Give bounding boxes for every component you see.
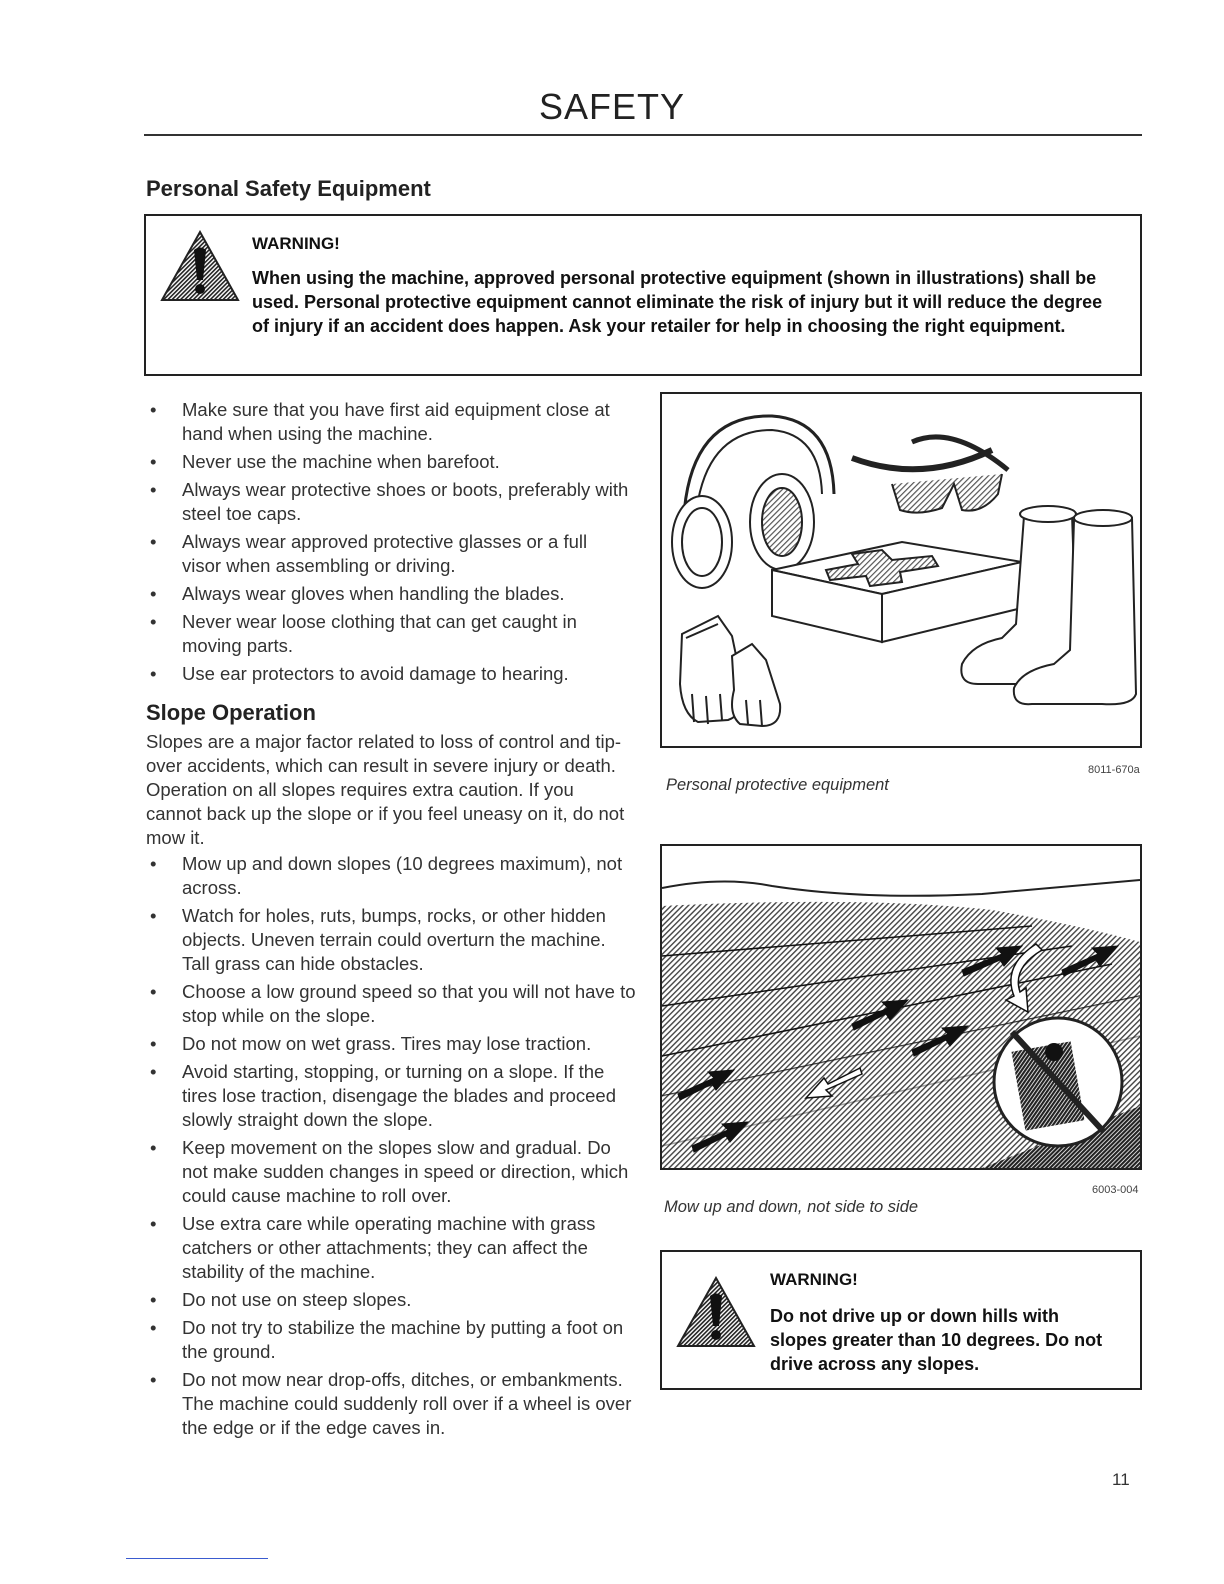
- list-item: • Make sure that you have first aid equipment close at hand when using the machine.: [146, 398, 630, 446]
- title-rule: [144, 134, 1142, 136]
- slope-intro-paragraph: Slopes are a major factor related to loss of control and tip-over accidents, which can result in severe injury or death. Operation on all slopes requires extra caution. If you cannot back up the slope or if you feel uneasy on it, do not mow it.: [146, 731, 625, 848]
- ppe-figure-caption: Personal protective equipment: [666, 776, 889, 794]
- footer-line: [126, 1558, 268, 1559]
- slope-figure-code: 6003-004: [1092, 1184, 1139, 1196]
- personal-warning-label: WARNING!: [252, 234, 340, 253]
- slope-illustration: [660, 844, 1142, 1170]
- slope-warning-text: Do not drive up or down hills with slopes greater than 10 degrees. Do not drive across any slopes.: [770, 1306, 1103, 1374]
- ppe-illustration: [660, 392, 1142, 748]
- list-item: • Use extra care while operating machine with grass catchers or other attachments; they can affect the stability of the machine.: [146, 1212, 636, 1284]
- slope-warning-label: WARNING!: [770, 1270, 858, 1289]
- gloves-icon: [680, 616, 780, 726]
- list-item: • Keep movement on the slopes slow and gradual. Do not make sudden changes in speed or direction, which could cause machine to roll over.: [146, 1136, 636, 1208]
- first-aid-kit-icon: [772, 542, 1022, 642]
- list-item: • Always wear gloves when handling the blades.: [146, 582, 630, 606]
- list-item: • Never wear loose clothing that can get caught in moving parts.: [146, 610, 630, 658]
- slope-warning-box: [660, 1250, 1142, 1390]
- slope-bullet-list: [146, 852, 636, 1444]
- personal-warning-box: [144, 214, 1142, 376]
- list-item: • Do not use on steep slopes.: [146, 1288, 636, 1312]
- personal-safety-heading: Personal Safety Equipment: [146, 176, 431, 201]
- slope-operation-heading: Slope Operation: [146, 700, 316, 725]
- list-item: • Mow up and down slopes (10 degrees maximum), not across.: [146, 852, 636, 900]
- warning-triangle-icon: [676, 1276, 756, 1348]
- list-item: • Always wear approved protective glasses or a full visor when assembling or driving.: [146, 530, 630, 578]
- list-item: • Use ear protectors to avoid damage to hearing.: [146, 662, 630, 686]
- warning-triangle-icon: [160, 230, 240, 302]
- page-number: 11: [1112, 1470, 1130, 1489]
- list-item: • Do not mow on wet grass. Tires may lose traction.: [146, 1032, 636, 1056]
- list-item: • Watch for holes, ruts, bumps, rocks, or other hidden objects. Uneven terrain could overturn the machine. Tall grass can hide obstacles.: [146, 904, 636, 976]
- list-item: • Never use the machine when barefoot.: [146, 450, 630, 474]
- ppe-drawing: [662, 394, 1140, 746]
- ppe-figure-code: 8011-670a: [1088, 764, 1140, 776]
- list-item: • Choose a low ground speed so that you will not have to stop while on the slope.: [146, 980, 636, 1028]
- slope-figure-caption: Mow up and down, not side to side: [664, 1198, 919, 1216]
- no-tilt-icon: [994, 1018, 1122, 1146]
- list-item: • Do not try to stabilize the machine by putting a foot on the ground.: [146, 1316, 636, 1364]
- safety-glasses-icon: [852, 437, 1008, 513]
- page-title: SAFETY: [538, 86, 686, 127]
- list-item: • Always wear protective shoes or boots, preferably with steel toe caps.: [146, 478, 630, 526]
- list-item: • Do not mow near drop-offs, ditches, or embankments. The machine could suddenly roll over if a wheel is over the edge or if the edge caves in.: [146, 1368, 636, 1440]
- list-item: • Avoid starting, stopping, or turning on a slope. If the tires lose traction, disengage the blades and proceed slowly straight down the slope.: [146, 1060, 636, 1132]
- personal-bullet-list: [146, 398, 630, 690]
- personal-warning-text: When using the machine, approved personal protective equipment (shown in illustrations) shall be used. Personal protective equipment cannot eliminate the risk of injury but it will reduce the degree of injury if an accident does happen. Ask your retailer for help in choosing the right equipment.: [252, 268, 1103, 336]
- slope-drawing: [662, 846, 1140, 1168]
